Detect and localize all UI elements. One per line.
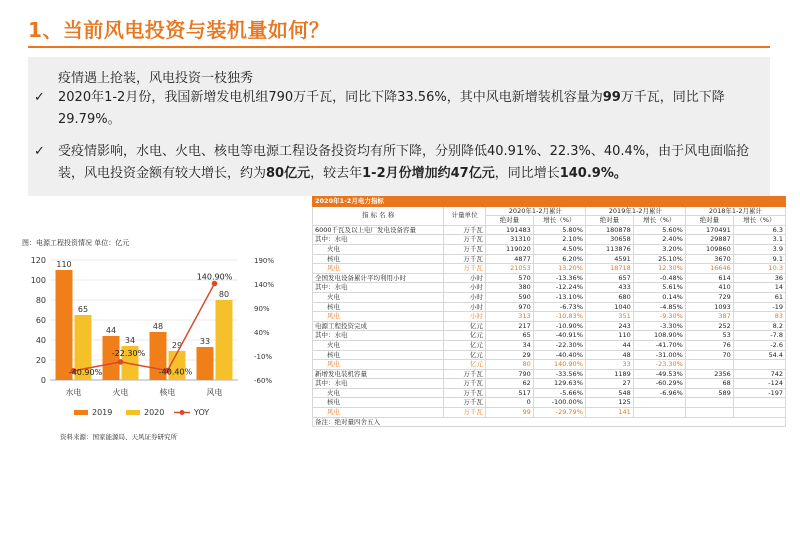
table-row [313, 350, 786, 360]
table-row [313, 254, 786, 264]
table-cell: 8.2 [733, 321, 785, 331]
yoy-point [118, 359, 124, 365]
table-cell: 3.9 [733, 244, 785, 254]
investment-chart [22, 230, 294, 465]
legend-label: 2019 [92, 408, 113, 417]
table-cell: 313 [485, 312, 533, 322]
table-cell: 729 [685, 292, 733, 302]
table-cell: 62 [485, 379, 533, 389]
row-label: 风电 [313, 408, 444, 418]
table-cell: 243 [585, 321, 633, 331]
table-cell: -22.30% [533, 340, 585, 350]
table-cell: 3.20% [633, 244, 685, 254]
bar-value-label: 80 [218, 290, 230, 299]
table-cell: 9.1 [733, 254, 785, 264]
table-row [313, 312, 786, 322]
yoy-value-label: -40.40% [158, 367, 193, 377]
table-cell: 4877 [485, 254, 533, 264]
title-rule [28, 46, 770, 48]
table-cell: 31310 [485, 235, 533, 245]
row-label: 风电 [313, 312, 444, 322]
table-cell: 万千瓦 [444, 244, 486, 254]
row-label: 核电 [313, 398, 444, 408]
table-cell [685, 398, 733, 408]
table-cell: 29887 [685, 235, 733, 245]
b2-text-a: 受疫情影响，水电、火电、核电等电源工程设备投资均有所下降，分别降低40.91%、22.3%、40.4%，由于风电面临抢装，风电投资金额有较大增长，约为 [58, 144, 750, 181]
table-cell: -9.30% [633, 312, 685, 322]
table-cell: 万千瓦 [444, 398, 486, 408]
table-cell: 34 [485, 340, 533, 350]
page-title: 1、当前风电投资与装机量如何？ [28, 18, 330, 42]
row-label: 其中：水电 [313, 283, 444, 293]
table-cell: 万千瓦 [444, 264, 486, 274]
table-cell: 99 [485, 408, 533, 418]
table-row [313, 302, 786, 312]
table-cell: 亿元 [444, 360, 486, 370]
bar-value-label: 48 [152, 322, 164, 331]
table-cell: 2356 [685, 369, 733, 379]
table-row [313, 360, 786, 370]
table-cell: 25.10% [633, 254, 685, 264]
b2-bold-3: 140.9%。 [559, 166, 627, 181]
table-cell: -100.00% [533, 398, 585, 408]
row-label: 火电 [313, 388, 444, 398]
legend-swatch [126, 410, 140, 415]
table-cell: -5.66% [533, 388, 585, 398]
table-cell: -10.90% [533, 321, 585, 331]
table-cell: 48 [585, 350, 633, 360]
table-cell: 小时 [444, 292, 486, 302]
table-cell: 380 [485, 283, 533, 293]
table-header-row [313, 206, 786, 216]
bullet-2 [34, 141, 756, 185]
table-row [313, 264, 786, 274]
table-cell: 80 [485, 360, 533, 370]
table-cell: 亿元 [444, 340, 486, 350]
power-indicators-table [312, 196, 786, 427]
table-cell: -6.96% [633, 388, 685, 398]
table-cell: 3.1 [733, 235, 785, 245]
table-cell: 590 [485, 292, 533, 302]
bar-value-label: 34 [124, 336, 136, 345]
table-cell: 252 [685, 321, 733, 331]
table-cell: 小时 [444, 302, 486, 312]
table-cell: 4.50% [533, 244, 585, 254]
table-cell: 6.3 [733, 225, 785, 235]
table-cell: -7.8 [733, 331, 785, 341]
table-cell: -60.29% [633, 379, 685, 389]
b2-text-b: ，较去年 [310, 166, 363, 181]
table-cell: 33 [585, 360, 633, 370]
row-label: 火电 [313, 340, 444, 350]
table-row [313, 379, 786, 389]
row-label: 火电 [313, 292, 444, 302]
bar-value-label: 65 [77, 305, 89, 314]
table-row [313, 340, 786, 350]
table-cell: 亿元 [444, 321, 486, 331]
table-cell: 亿元 [444, 350, 486, 360]
row-label: 其中：水电 [313, 331, 444, 341]
table-cell: 410 [685, 283, 733, 293]
y2-tick-label: 40% [254, 329, 270, 337]
column-subheader: 增长（%） [633, 216, 685, 226]
bar [216, 300, 233, 380]
column-subheader: 增长（%） [533, 216, 585, 226]
bar [103, 336, 120, 380]
table-cell: 16646 [685, 264, 733, 274]
x-tick-label: 核电 [159, 388, 176, 397]
legend-label: 2020 [144, 408, 165, 417]
table-cell: 517 [485, 388, 533, 398]
y-tick-label: 20 [35, 356, 46, 365]
check-icon: ✓ [34, 90, 45, 105]
table-cell: 14 [733, 283, 785, 293]
table-cell: -49.53% [633, 369, 685, 379]
table-cell: 44 [585, 340, 633, 350]
table-cell: 2.10% [533, 235, 585, 245]
table-cell: 76 [685, 340, 733, 350]
b2-text-c: ，同比增长 [494, 166, 560, 181]
yoy-value-label: -22.30% [111, 348, 146, 358]
row-label: 风电 [313, 360, 444, 370]
table-row [313, 283, 786, 293]
yoy-point [212, 281, 218, 287]
column-subheader: 绝对量 [485, 216, 533, 226]
table-cell: 68 [685, 379, 733, 389]
table-cell [633, 398, 685, 408]
y-tick-label: 100 [30, 276, 46, 285]
table-cell: -2.6 [733, 340, 785, 350]
table-cell: 83 [733, 312, 785, 322]
row-label: 6000千瓦及以上电厂发电设备容量 [313, 225, 444, 235]
table-cell: 30658 [585, 235, 633, 245]
table-row [313, 398, 786, 408]
table-cell: 13.20% [533, 264, 585, 274]
table-cell: 万千瓦 [444, 379, 486, 389]
column-header: 2018年1-2月累计 [685, 206, 785, 216]
bar-value-label: 110 [56, 260, 72, 269]
row-label: 风电 [313, 264, 444, 274]
table-cell: -12.24% [533, 283, 585, 293]
table-cell: 217 [485, 321, 533, 331]
table-cell: 570 [485, 273, 533, 283]
table-cell: 小时 [444, 312, 486, 322]
table-cell: 10.3 [733, 264, 785, 274]
yoy-value-label: 140.90% [196, 272, 233, 282]
table-cell [733, 360, 785, 370]
table-row [313, 235, 786, 245]
table-cell: 351 [585, 312, 633, 322]
table-cell: 61 [733, 292, 785, 302]
table-cell: 29 [485, 350, 533, 360]
bar-value-label: 44 [105, 326, 117, 335]
b1-bold: 99 [602, 90, 621, 105]
table-row [313, 292, 786, 302]
table-cell: 548 [585, 388, 633, 398]
column-subheader: 增长（%） [733, 216, 785, 226]
table-cell: 433 [585, 283, 633, 293]
table-cell: -10.83% [533, 312, 585, 322]
table-cell [685, 360, 733, 370]
summary-box [28, 57, 770, 196]
table-row [313, 369, 786, 379]
table-cell: -13.36% [533, 273, 585, 283]
table-row [313, 225, 786, 235]
table-cell: 21053 [485, 264, 533, 274]
bar [56, 270, 73, 380]
table-cell: 180878 [585, 225, 633, 235]
table-cell: -13.10% [533, 292, 585, 302]
y-tick-label: 60 [35, 316, 46, 325]
y2-tick-label: -60% [254, 377, 273, 385]
bullet-1 [34, 87, 756, 131]
column-header: 指 标 名 称 [313, 206, 444, 225]
check-icon: ✓ [34, 144, 45, 159]
table-cell [733, 408, 785, 418]
table-cell: 2.40% [633, 235, 685, 245]
table-row [313, 321, 786, 331]
column-header: 2019年1-2月累计 [585, 206, 685, 216]
table-row [313, 388, 786, 398]
table-cell: 589 [685, 388, 733, 398]
row-label: 核电 [313, 254, 444, 264]
x-tick-label: 风电 [206, 388, 223, 397]
row-label: 其中：水电 [313, 235, 444, 245]
chart-source: 资料来源：国家能源局、天风证券研究所 [60, 433, 177, 441]
table-cell [633, 408, 685, 418]
table-cell: 18718 [585, 264, 633, 274]
y2-tick-label: 90% [254, 305, 270, 313]
table-cell: 4591 [585, 254, 633, 264]
table-cell: 0 [485, 398, 533, 408]
y-tick-label: 120 [30, 256, 46, 265]
row-label: 火电 [313, 244, 444, 254]
y2-tick-label: -10% [254, 353, 273, 361]
table-cell: -197 [733, 388, 785, 398]
row-label: 新增发电装机容量 [313, 369, 444, 379]
table-cell: 790 [485, 369, 533, 379]
table-cell: -33.56% [533, 369, 585, 379]
bar-value-label: 33 [199, 337, 211, 346]
table-row [313, 408, 786, 418]
table-cell: -31.00% [633, 350, 685, 360]
chart-svg [22, 230, 294, 430]
table-caption-row [313, 197, 786, 207]
bar [197, 347, 214, 380]
y-tick-label: 40 [35, 336, 46, 345]
table-cell: 53 [685, 331, 733, 341]
column-header: 计量单位 [444, 206, 486, 225]
row-label: 电源工程投资完成 [313, 321, 444, 331]
column-header: 2020年1-2月累计 [485, 206, 585, 216]
table-cell: 1189 [585, 369, 633, 379]
legend-swatch [74, 410, 88, 415]
row-label: 全国发电设备累计平均利用小时 [313, 273, 444, 283]
y2-tick-label: 140% [254, 281, 275, 289]
table-cell: 万千瓦 [444, 225, 486, 235]
table-cell: -40.91% [533, 331, 585, 341]
y2-tick-label: 190% [254, 257, 275, 265]
table-cell: 3670 [685, 254, 733, 264]
x-tick-label: 水电 [65, 388, 82, 397]
table-cell: 小时 [444, 283, 486, 293]
table-cell: 191483 [485, 225, 533, 235]
table-cell: 140.90% [533, 360, 585, 370]
table-cell: -40.40% [533, 350, 585, 360]
row-label: 其中：水电 [313, 379, 444, 389]
x-tick-label: 火电 [112, 388, 129, 397]
table-cell: 27 [585, 379, 633, 389]
legend-label: YOY [194, 408, 210, 417]
table-cell: -29.79% [533, 408, 585, 418]
table-cell: 亿元 [444, 331, 486, 341]
table-cell: 12.30% [633, 264, 685, 274]
b1-text-b: 万千瓦，同比下降29.79%。 [58, 90, 725, 127]
table-cell: 614 [685, 273, 733, 283]
table-cell: 970 [485, 302, 533, 312]
table-cell: 170491 [685, 225, 733, 235]
y-tick-label: 80 [35, 296, 46, 305]
table-cell: 36 [733, 273, 785, 283]
table-note-row [313, 417, 786, 427]
yoy-value-label: -40.90% [68, 367, 103, 377]
table-cell: 65 [485, 331, 533, 341]
bullet-1-text [34, 87, 756, 131]
b1-text-a: 2020年1-2月份，我国新增发电机组790万千瓦，同比下降33.56%，其中风电新增装机容量为 [58, 90, 603, 105]
table-cell: 万千瓦 [444, 408, 486, 418]
table-cell: -19 [733, 302, 785, 312]
table-cell: 万千瓦 [444, 369, 486, 379]
legend-line-marker [180, 410, 185, 415]
table-cell: -6.73% [533, 302, 585, 312]
table-cell: 5.61% [633, 283, 685, 293]
table-cell: -23.30% [633, 360, 685, 370]
table-cell: 109860 [685, 244, 733, 254]
table-cell: 5.60% [633, 225, 685, 235]
summary-intro: 疫情遇上抢装，风电投资一枝独秀 [58, 71, 254, 86]
chart-label: 图：电源工程投资情况 单位：亿元 [22, 239, 130, 247]
table-cell: -4.85% [633, 302, 685, 312]
table-row [313, 331, 786, 341]
table-row [313, 244, 786, 254]
row-label: 核电 [313, 350, 444, 360]
table-row [313, 273, 786, 283]
table-cell: -124 [733, 379, 785, 389]
row-label: 核电 [313, 302, 444, 312]
table-cell: -0.48% [633, 273, 685, 283]
table-cell: 141 [585, 408, 633, 418]
table-cell: 万千瓦 [444, 235, 486, 245]
table-cell: 70 [685, 350, 733, 360]
table-cell: 1093 [685, 302, 733, 312]
table-cell [685, 408, 733, 418]
table-cell: 万千瓦 [444, 254, 486, 264]
y-tick-label: 0 [40, 376, 46, 385]
table-cell: 小时 [444, 273, 486, 283]
b2-bold-2: 1-2月份增加约47亿元 [362, 166, 495, 181]
table-cell: -41.70% [633, 340, 685, 350]
table-cell: 680 [585, 292, 633, 302]
table-cell [733, 398, 785, 408]
table-cell: 113876 [585, 244, 633, 254]
table-cell: -3.30% [633, 321, 685, 331]
table-cell: 108.90% [633, 331, 685, 341]
table-cell: 387 [685, 312, 733, 322]
table-cell: 0.14% [633, 292, 685, 302]
table-cell: 129.63% [533, 379, 585, 389]
table-cell: 125 [585, 398, 633, 408]
b2-bold-1: 80亿元 [266, 166, 311, 181]
table-note: 备注：绝对量四舍五入 [313, 417, 786, 427]
column-subheader: 绝对量 [685, 216, 733, 226]
bullet-2-text [34, 141, 756, 185]
table-cell: 6.20% [533, 254, 585, 264]
bar-value-label: 29 [171, 341, 183, 350]
column-subheader: 绝对量 [585, 216, 633, 226]
table-cell: 54.4 [733, 350, 785, 360]
table-cell: 万千瓦 [444, 388, 486, 398]
table-cell: 742 [733, 369, 785, 379]
table-cell: 657 [585, 273, 633, 283]
table-cell: 5.80% [533, 225, 585, 235]
table-cell: 119020 [485, 244, 533, 254]
table-cell: 1040 [585, 302, 633, 312]
table-caption: 2020年1-2月电力指标 [313, 197, 786, 207]
table-cell: 110 [585, 331, 633, 341]
